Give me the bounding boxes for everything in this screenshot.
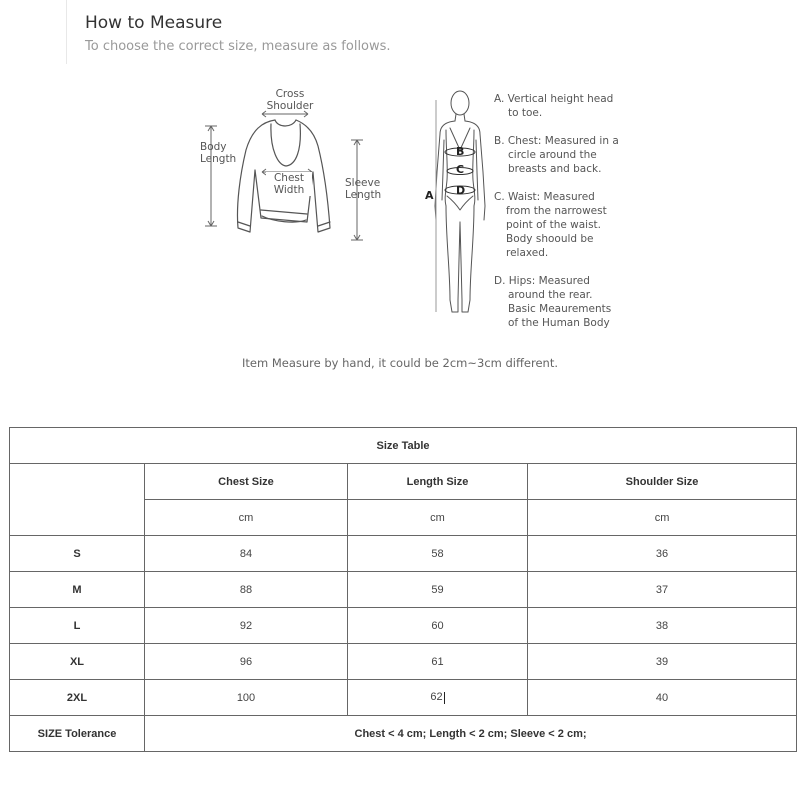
header-chest: Chest Size <box>145 464 348 500</box>
shoulder-cell: 39 <box>528 644 797 680</box>
page-subtitle: To choose the correct size, measure as follows. <box>85 39 391 54</box>
body-length-label: Body Length <box>200 141 237 165</box>
chest-cell: 96 <box>145 644 348 680</box>
length-cell[interactable] <box>348 680 528 716</box>
tolerance-label: SIZE Tolerance <box>10 716 145 752</box>
shoulder-cell: 40 <box>528 680 797 716</box>
instruction-c: C. Waist: Measured from the narrowest point of the waist. Body shoould be relaxed. <box>494 191 607 259</box>
size-cell: S <box>10 536 145 572</box>
size-cell: XL <box>10 644 145 680</box>
table-row <box>10 572 797 608</box>
text-cursor <box>444 692 445 704</box>
table-header-row <box>10 464 797 500</box>
instruction-b: B. Chest: Measured in a circle around the breasts and back. <box>494 135 619 175</box>
shoulder-cell: 36 <box>528 536 797 572</box>
length-value: 62 <box>430 691 443 704</box>
header-length: Length Size <box>348 464 528 500</box>
chest-cell: 100 <box>145 680 348 716</box>
cross-shoulder-label: Cross Shoulder <box>266 88 314 112</box>
figure-letter-a: A <box>425 189 434 202</box>
table-row <box>10 644 797 680</box>
length-cell: 59 <box>348 572 528 608</box>
header <box>66 0 467 64</box>
figure-letter-b: B <box>456 145 465 158</box>
size-cell: M <box>10 572 145 608</box>
size-cell: 2XL <box>10 680 145 716</box>
instruction-d: D. Hips: Measured around the rear. Basic Meaurements of the Human Body <box>494 275 612 329</box>
tolerance-row <box>10 716 797 752</box>
table-caption: Size Table <box>10 428 797 464</box>
table-row <box>10 536 797 572</box>
instruction-a: A. Vertical height head to toe. <box>494 93 614 119</box>
table-row <box>10 608 797 644</box>
measurement-note: Item Measure by hand, it could be 2cm~3cm different. <box>241 356 559 370</box>
unit-shoulder: cm <box>528 500 797 536</box>
length-cell: 60 <box>348 608 528 644</box>
page-title: How to Measure <box>85 13 223 33</box>
length-cell: 58 <box>348 536 528 572</box>
chest-cell: 84 <box>145 536 348 572</box>
chest-cell: 88 <box>145 572 348 608</box>
unit-chest: cm <box>145 500 348 536</box>
tolerance-value: Chest < 4 cm; Length < 2 cm; Sleeve < 2 cm; <box>145 716 797 752</box>
shoulder-cell: 38 <box>528 608 797 644</box>
chest-width-label: Chest Width <box>266 172 312 196</box>
size-table <box>9 427 797 752</box>
size-cell: L <box>10 608 145 644</box>
unit-length: cm <box>348 500 528 536</box>
table-row <box>10 680 797 716</box>
human-figure-icon <box>430 84 490 326</box>
length-cell: 61 <box>348 644 528 680</box>
table-corner-cell <box>10 464 145 536</box>
shoulder-cell: 37 <box>528 572 797 608</box>
figure-letter-c: C <box>456 163 465 176</box>
chest-cell: 92 <box>145 608 348 644</box>
sleeve-length-label: Sleeve Length <box>345 177 382 201</box>
table-caption-row <box>10 428 797 464</box>
header-shoulder: Shoulder Size <box>528 464 797 500</box>
figure-letter-d: D <box>456 184 466 197</box>
